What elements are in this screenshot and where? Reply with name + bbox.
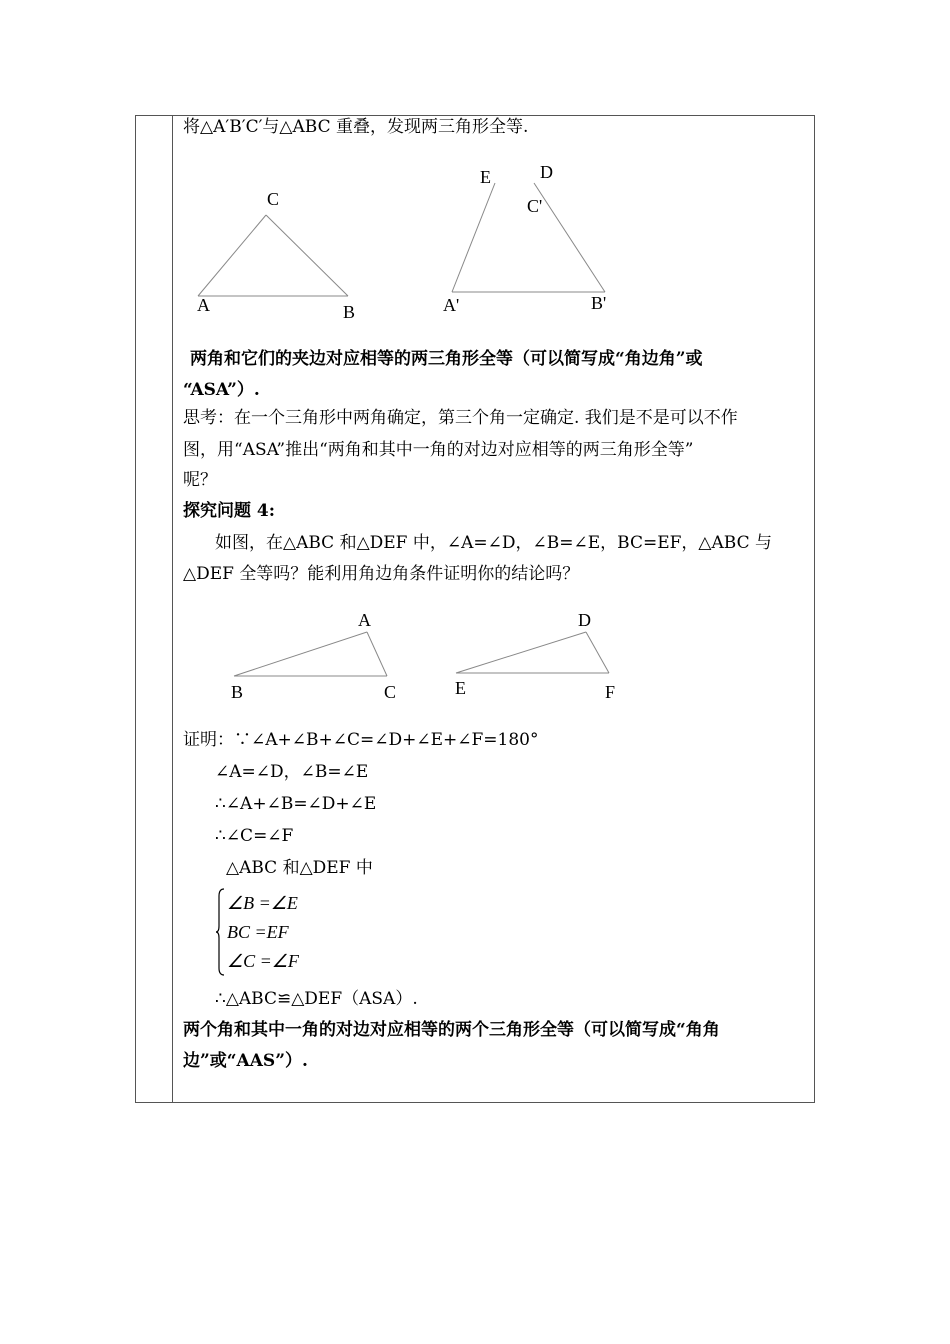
- thinking-line-3: 呢？: [183, 470, 217, 490]
- ba-side: [234, 632, 367, 676]
- system-line-1: ∠B =∠E: [227, 893, 298, 913]
- asa-rule-line-1: 两角和它们的夹边对应相等的两三角形全等（可以简写成“角边角”或: [190, 349, 703, 369]
- ed-side: [456, 632, 586, 673]
- proof-line-5: △ABC 和△DEF 中: [226, 858, 373, 878]
- aas-rule-line-2: 边”或“AAS”）.: [183, 1051, 308, 1071]
- label-c: C: [267, 189, 280, 209]
- ac-side: [367, 632, 387, 676]
- label-c-prime: C': [527, 196, 543, 216]
- aas-rule-line-1: 两个角和其中一角的对边对应相等的两个三角形全等（可以简写成“角角: [183, 1020, 720, 1040]
- problem-4-heading: 探究问题 4:: [183, 501, 276, 521]
- system-line-2: BC =EF: [227, 922, 289, 942]
- problem-4-line-2: △DEF 全等吗？能利用角边角条件证明你的结论吗？: [183, 564, 580, 584]
- system-brace: [215, 888, 225, 976]
- proof-line-3: ∴∠A+∠B=∠D+∠E: [215, 794, 377, 814]
- proof-line-4: ∴∠C=∠F: [215, 826, 294, 846]
- label-d: D: [540, 162, 553, 182]
- problem-4-line-1: 如图，在△ABC 和△DEF 中，∠A=∠D，∠B=∠E，BC=EF，△ABC 与: [215, 533, 772, 553]
- df-side: [586, 632, 609, 673]
- label-f-2: F: [605, 682, 616, 702]
- label-b-2: B: [231, 682, 244, 702]
- thinking-line-2: 图，用“ASA”推出“两角和其中一角的对边对应相等的两三角形全等”: [183, 440, 694, 460]
- label-b-prime: B': [591, 293, 607, 313]
- label-c-2: C: [384, 682, 397, 702]
- label-e-2: E: [455, 678, 466, 698]
- proof-conclusion: ∴△ABC≌△DEF（ASA）.: [215, 989, 418, 1009]
- system-line-3: ∠C =∠F: [227, 951, 299, 971]
- label-b: B: [343, 302, 356, 322]
- label-a-2: A: [358, 610, 371, 630]
- asa-rule-line-2: “ASA”）.: [183, 380, 260, 400]
- proof-line-2: ∠A=∠D，∠B=∠E: [215, 762, 369, 782]
- thinking-line-1: 思考：在一个三角形中两角确定，第三个角一定确定. 我们是不是可以不作: [183, 408, 738, 428]
- intro-text: 将△A′B′C′与△ABC 重叠，发现两三角形全等.: [183, 117, 529, 137]
- label-d-2: D: [578, 610, 591, 630]
- proof-line-1: 证明：∵∠A+∠B+∠C=∠D+∠E+∠F=180°: [183, 730, 539, 750]
- label-a: A: [197, 295, 210, 315]
- label-a-prime: A': [443, 295, 460, 315]
- label-e: E: [480, 167, 491, 187]
